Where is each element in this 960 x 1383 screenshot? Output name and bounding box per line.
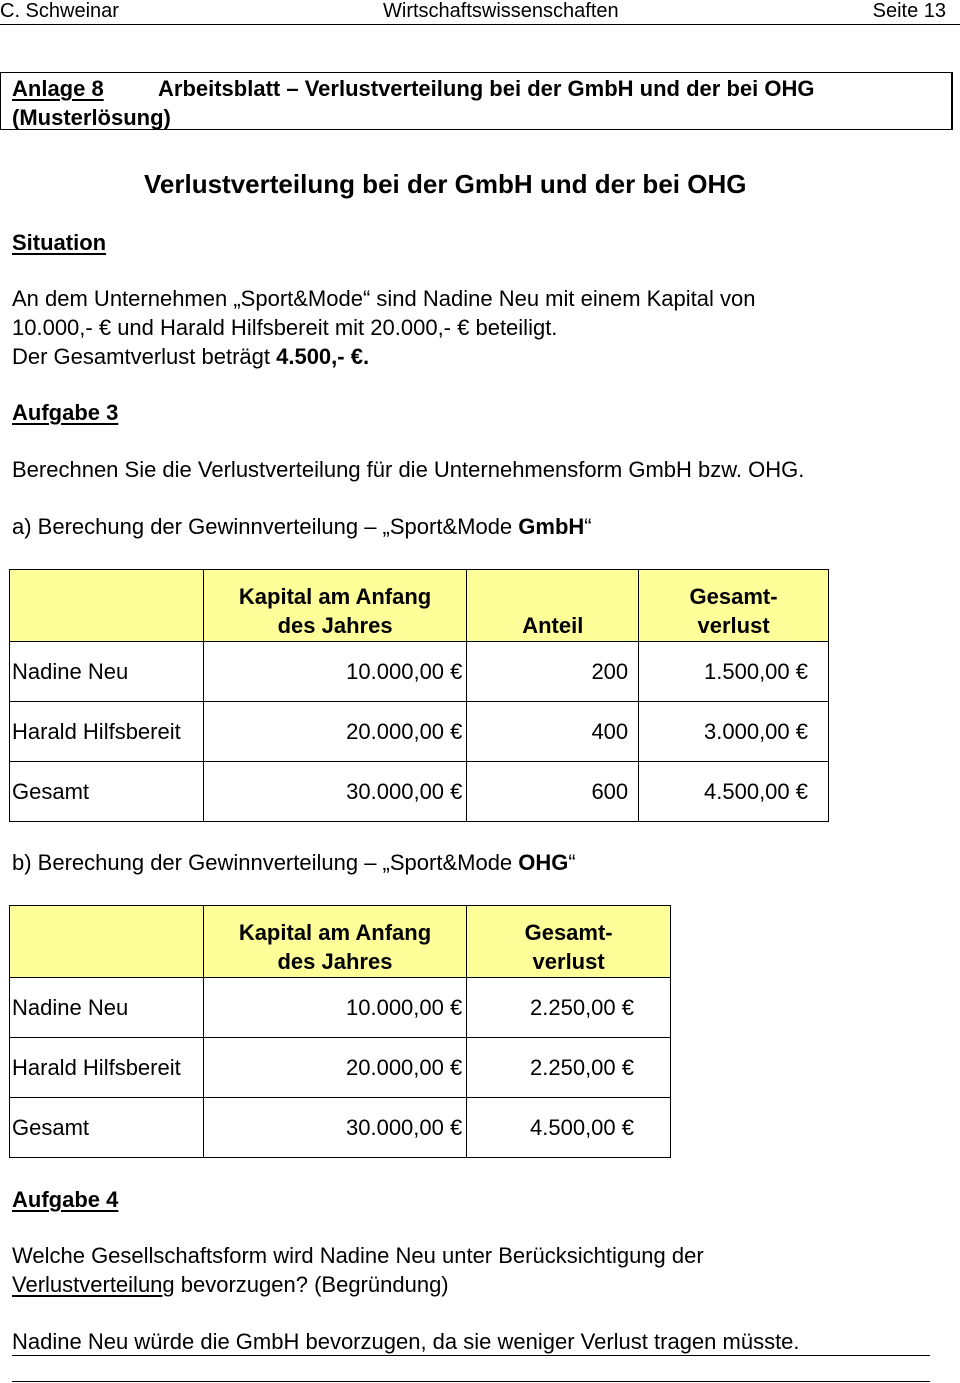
part-a-caption: [12, 513, 592, 541]
cell-partner: Harald Hilfsbereit: [10, 1038, 204, 1098]
cell-loss: 3.000,00 €: [639, 702, 829, 762]
table-row: [10, 1038, 671, 1098]
anlage-subtitle: (Musterlösung): [12, 105, 171, 130]
situation-line-2: 10.000,- € und Harald Hilfsbereit mit 20.000,- € beteiligt.: [12, 315, 558, 340]
aufgabe3-heading: Aufgabe 3: [12, 400, 119, 425]
cell-partner: Gesamt: [10, 762, 204, 822]
cell-share: 600: [467, 762, 639, 822]
anlage-label: Anlage 8: [12, 76, 104, 101]
part-b-caption-form: OHG: [518, 850, 569, 875]
answer-line-1: [12, 1355, 930, 1356]
table-row: [10, 978, 671, 1038]
table-row: [10, 1098, 671, 1158]
cell-partner: Gesamt: [10, 1098, 204, 1158]
ohg-loss-table: [9, 905, 671, 1158]
aufgabe4-heading: Aufgabe 4: [12, 1187, 119, 1212]
page-title: Verlustverteilung bei der GmbH und der bei OHG: [144, 169, 747, 199]
header-capital-line-2: des Jahres: [277, 949, 393, 974]
cell-loss: 2.250,00 €: [467, 978, 671, 1038]
header-subject: Wirtschaftswissenschaften: [383, 0, 619, 22]
cell-capital: 20.000,00 €: [203, 702, 467, 762]
cell-partner: Nadine Neu: [10, 642, 204, 702]
part-a-caption-form: GmbH: [518, 514, 585, 539]
cell-capital: 10.000,00 €: [203, 642, 467, 702]
cell-partner: Nadine Neu: [10, 978, 204, 1038]
cell-partner: Harald Hilfsbereit: [10, 702, 204, 762]
header-capital: [203, 906, 467, 978]
aufgabe4-question-rest: bevorzugen? (Begründung): [174, 1272, 449, 1297]
header-capital-line-2: des Jahres: [277, 613, 393, 638]
table-row: [10, 642, 829, 702]
part-a-caption-quote: “: [584, 514, 592, 539]
situation-line-3-text: Der Gesamtverlust beträgt: [12, 344, 277, 369]
part-a-caption-text: a) Berechung der Gewinnverteilung – „Sport&Mode: [12, 514, 519, 539]
aufgabe4-question-line-2: [12, 1271, 449, 1299]
aufgabe3-text: Berechnen Sie die Verlustverteilung für die Unternehmensform GmbH bzw. OHG.: [12, 457, 805, 482]
header-share: Anteil: [467, 570, 639, 642]
part-b-caption: [12, 849, 576, 877]
cell-loss: 4.500,00 €: [467, 1098, 671, 1158]
situation-line-3: [12, 343, 369, 371]
header-capital-line-1: Kapital am Anfang: [238, 920, 432, 945]
header-capital-line-1: Kapital am Anfang: [238, 584, 432, 609]
cell-capital: 30.000,00 €: [203, 762, 467, 822]
header-total-loss: [639, 570, 829, 642]
part-b-caption-text: b) Berechung der Gewinnverteilung – „Sport&Mode: [12, 850, 519, 875]
table-header-row: [10, 906, 671, 978]
aufgabe4-question-line-1: Welche Gesellschaftsform wird Nadine Neu unter Berücksichtigung der: [12, 1243, 704, 1268]
gmbh-loss-table: [9, 569, 829, 822]
header-author: C. Schweinar: [0, 0, 119, 22]
aufgabe4-answer: Nadine Neu würde die GmbH bevorzugen, da sie weniger Verlust tragen müsste.: [12, 1329, 800, 1354]
header-total-loss-line-2: verlust: [532, 949, 605, 974]
cell-share: 200: [467, 642, 639, 702]
header-total-loss-line-1: Gesamt-: [689, 584, 778, 609]
header-cell-blank: [10, 906, 204, 978]
header-total-loss-line-1: Gesamt-: [524, 920, 613, 945]
header-rule: [0, 24, 960, 25]
header-cell-blank: [10, 570, 204, 642]
header-capital: [203, 570, 467, 642]
part-b-caption-quote: “: [568, 850, 576, 875]
situation-line-1: An dem Unternehmen „Sport&Mode“ sind Nadine Neu mit einem Kapital von: [12, 286, 756, 311]
table-row: [10, 762, 829, 822]
table-header-row: [10, 570, 829, 642]
table-row: [10, 702, 829, 762]
cell-loss: 4.500,00 €: [639, 762, 829, 822]
aufgabe4-question-keyword: Verlustverteilung: [12, 1272, 175, 1297]
header-total-loss: [467, 906, 671, 978]
cell-share: 400: [467, 702, 639, 762]
situation-heading: Situation: [12, 230, 107, 255]
cell-loss: 1.500,00 €: [639, 642, 829, 702]
answer-line-2: [12, 1381, 930, 1382]
total-loss-value: 4.500,- €.: [276, 344, 370, 369]
header-page-number: Seite 13: [872, 0, 946, 22]
cell-loss: 2.250,00 €: [467, 1038, 671, 1098]
cell-capital: 20.000,00 €: [203, 1038, 467, 1098]
anlage-title: Arbeitsblatt – Verlustverteilung bei der GmbH und der bei OHG: [158, 76, 815, 101]
cell-capital: 10.000,00 €: [203, 978, 467, 1038]
header-total-loss-line-2: verlust: [697, 613, 770, 638]
cell-capital: 30.000,00 €: [203, 1098, 467, 1158]
